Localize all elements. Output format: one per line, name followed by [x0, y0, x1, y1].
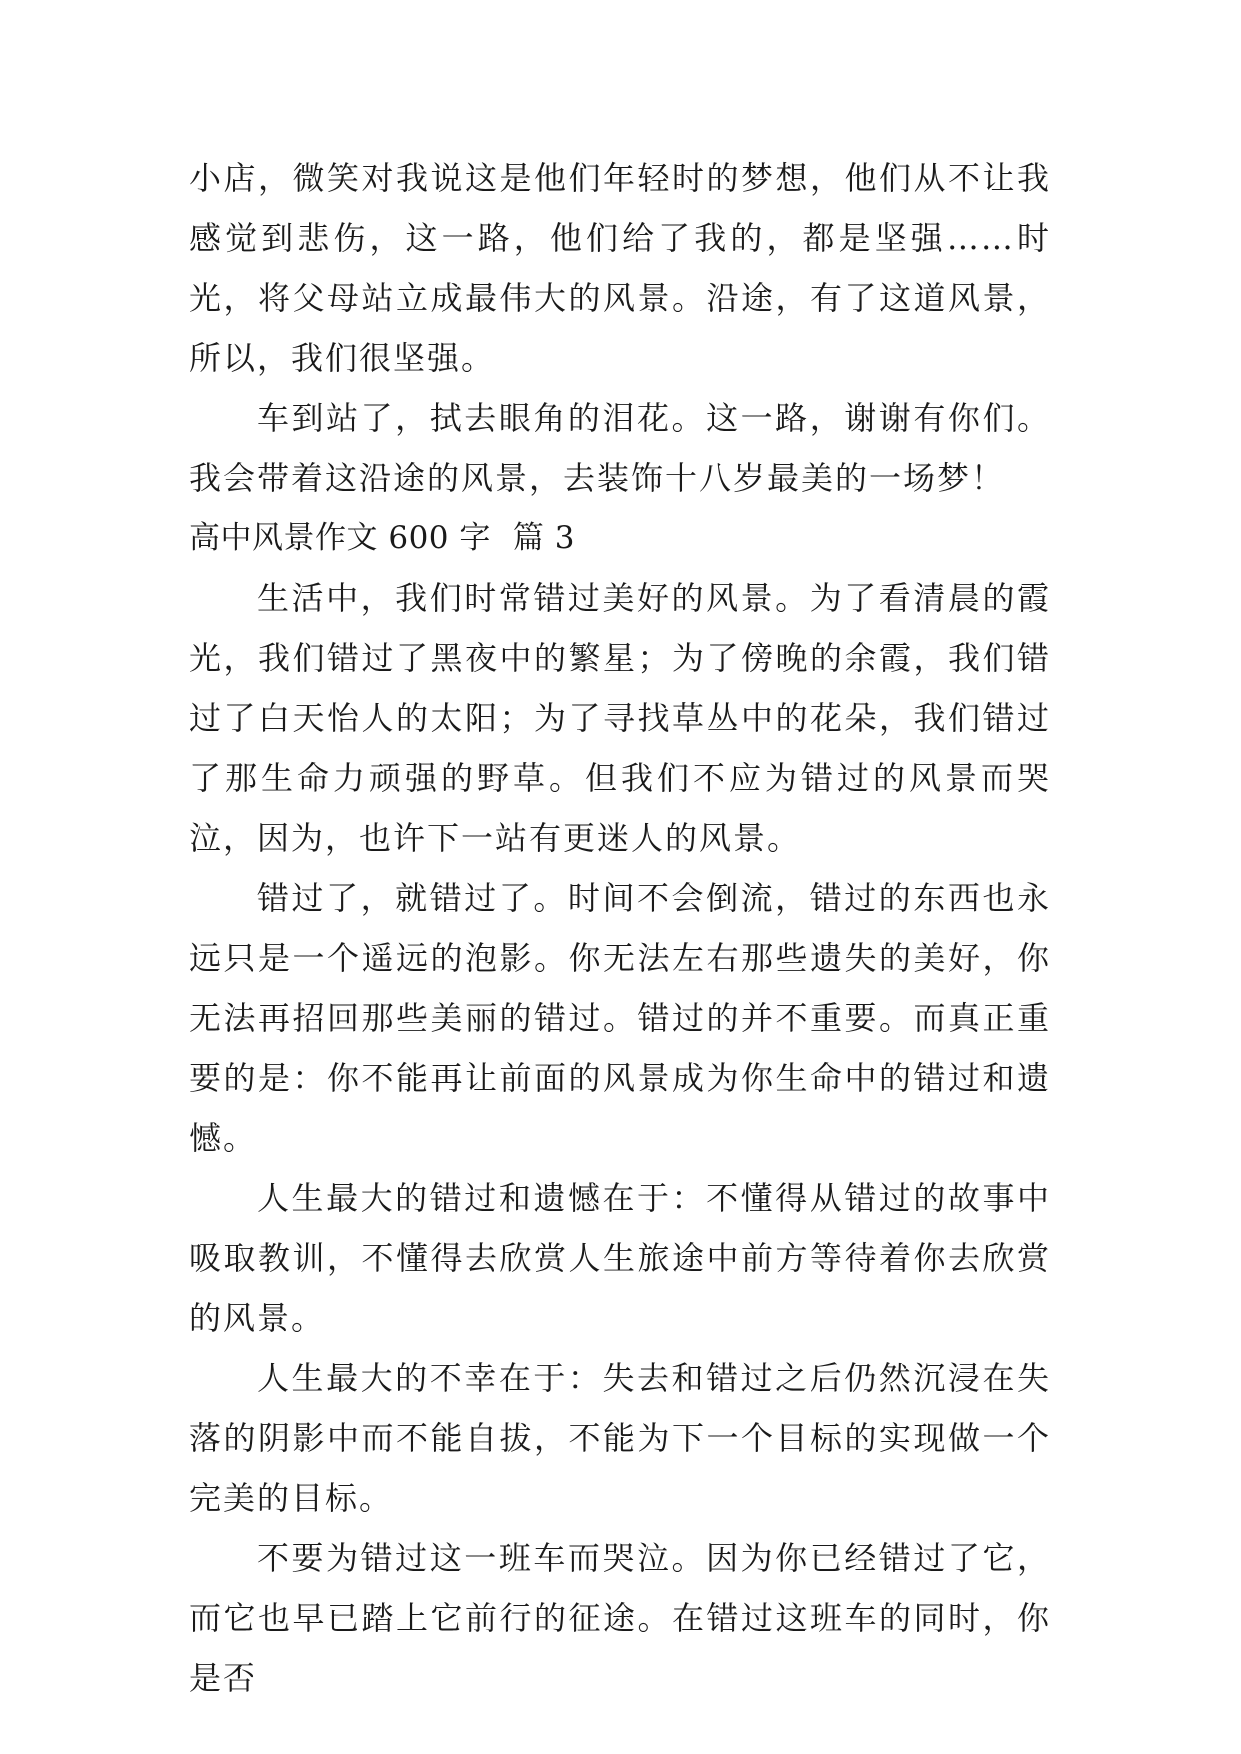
paragraph-continued: 小店，微笑对我说这是他们年轻时的梦想，他们从不让我感觉到悲伤，这一路，他们给了我的，都是坚强……时光，将父母站立成最伟大的风景。沿途，有了这道风景，所以，我们很坚强。 [189, 159, 1051, 377]
paragraph: 错过了，就错过了。时间不会倒流，错过的东西也永远只是一个遥远的泡影。你无法左右那些遗失的美好，你无法再招回那些美丽的错过。错过的并不重要。而真正重要的是：你不能再让前面的风景成为你生命中的错过和遗憾。 [189, 879, 1051, 1157]
paragraph: 车到站了，拭去眼角的泪花。这一路，谢谢有你们。我会带着这沿途的风景，去装饰十八岁最美的一场梦！ [189, 399, 1051, 497]
paragraph: 人生最大的不幸在于：失去和错过之后仍然沉浸在失落的阴影中而不能自拔，不能为下一个目标的实现做一个完美的目标。 [189, 1359, 1051, 1517]
section-heading-title: 高中风景作文 600 字 [189, 520, 491, 556]
section-heading-number: 篇 3 [512, 520, 575, 556]
paragraph: 生活中，我们时常错过美好的风景。为了看清晨的霞光，我们错过了黑夜中的繁星；为了傍晚的余霞，我们错过了白天怡人的太阳；为了寻找草丛中的花朵，我们错过了那生命力顽强的野草。但我们不应为错过的风景而哭泣，因为，也许下一站有更迷人的风景。 [189, 579, 1051, 857]
paragraph: 人生最大的错过和遗憾在于：不懂得从错过的故事中吸取教训，不懂得去欣赏人生旅途中前方等待着你去欣赏的风景。 [189, 1179, 1051, 1337]
document-page [189, 148, 1051, 1708]
section-heading [189, 508, 1051, 568]
paragraph-truncated: 不要为错过这一班车而哭泣。因为你已经错过了它，而它也早已踏上它前行的征途。在错过这班车的同时，你是否 [189, 1539, 1051, 1697]
